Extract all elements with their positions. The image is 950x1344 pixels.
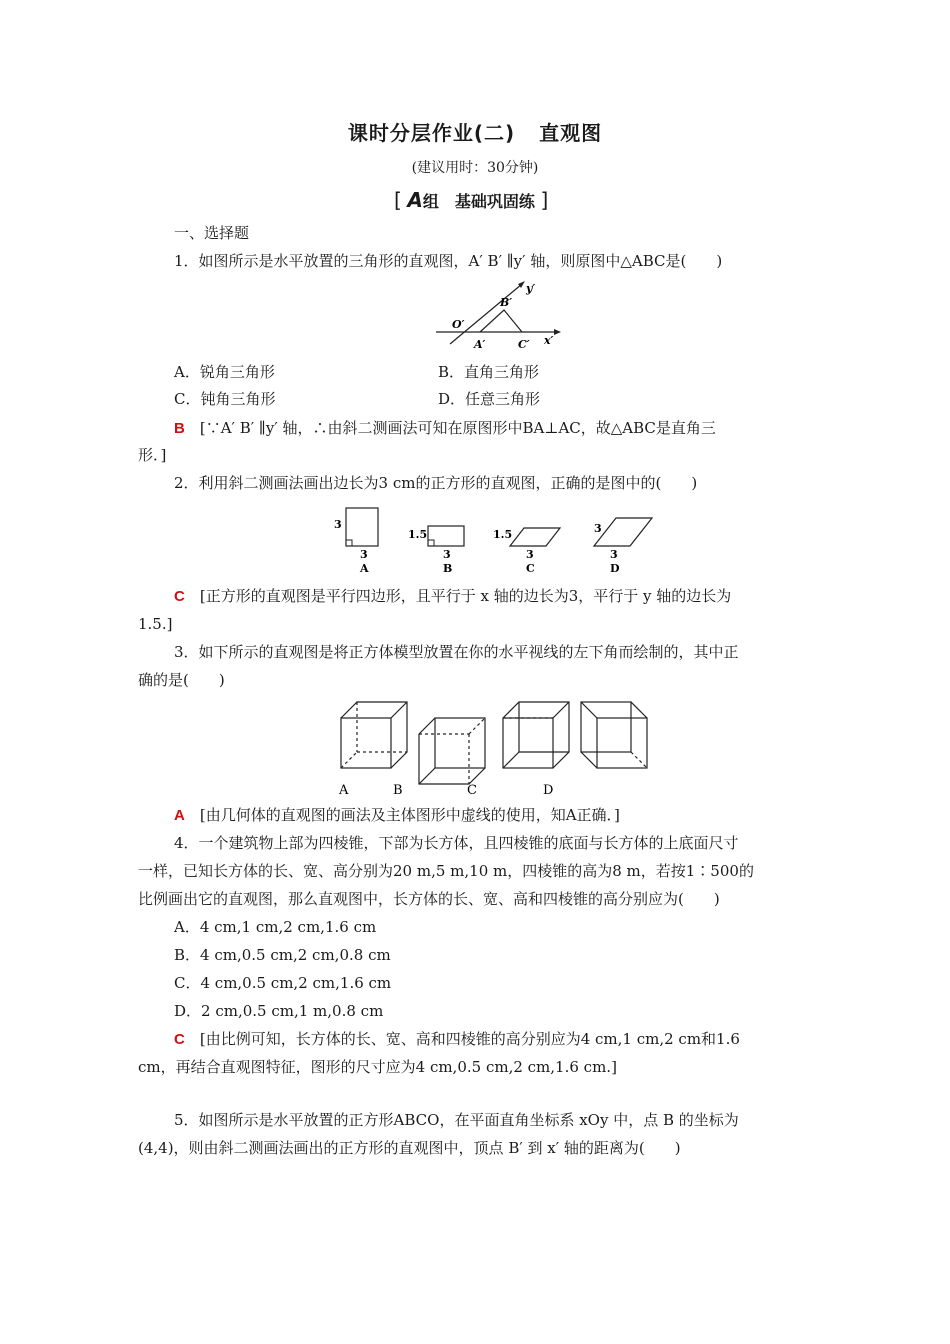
- group-letter: A: [407, 188, 423, 212]
- figure-a-bottom: 3: [360, 548, 368, 561]
- q4-option-c: C．4 cm,0.5 cm,2 cm,1.6 cm: [174, 974, 392, 992]
- title-main: 课时分层作业(二): [347, 121, 516, 145]
- label-o: O′: [452, 318, 465, 331]
- q3-stem-2: 确的是( ): [138, 671, 225, 689]
- q4-explanation: [由比例可知，长方体的长、宽、高和四棱锥的高分别应为4 cm,1 cm,2 cm和1.6: [199, 1030, 740, 1048]
- label-a: A′: [474, 338, 486, 351]
- figure-c-bottom: 3: [526, 548, 534, 561]
- q1-answer: B: [174, 420, 185, 437]
- q5-stem: 5．如图所示是水平放置的正方形ABCO，在平面直角坐标系 xOy 中，点 B 的坐标为: [174, 1111, 739, 1129]
- cube-a-front: [341, 718, 391, 768]
- q4-answer: C: [174, 1031, 185, 1048]
- q4-option-b: B．4 cm,0.5 cm,2 cm,0.8 cm: [174, 946, 391, 964]
- q3-explanation: [由几何体的直观图的画法及主体图形中虚线的使用，知A正确．]: [199, 806, 620, 824]
- cube-c-edge: [553, 702, 569, 718]
- q4-option-a: A．4 cm,1 cm,2 cm,1.6 cm: [174, 918, 377, 936]
- q4-explanation-2: cm，再结合直观图特征，图形的尺寸应为4 cm,0.5 cm,2 cm,1.6 cm.]: [138, 1058, 617, 1076]
- cube-d-hidden-1: [631, 752, 647, 768]
- q1-explanation-2: 形．]: [138, 446, 167, 464]
- cube-d-edge-2: [631, 702, 647, 718]
- label-c: C′: [518, 338, 530, 351]
- label-x: x′: [544, 334, 554, 347]
- q1-option-c: C．钝角三角形: [174, 390, 276, 408]
- q2-explanation: [正方形的直观图是平行四边形，且平行于 x 轴的边长为3，平行于 y 轴的边长为: [199, 587, 732, 605]
- figure-a-side: 3: [334, 518, 342, 531]
- cube-b-edge-1: [419, 718, 435, 734]
- q1-figure: [430, 278, 570, 354]
- figure-b-right-angle: [428, 540, 434, 546]
- cube-b-hidden-3: [469, 718, 485, 734]
- cube-d-edge-3: [581, 752, 597, 768]
- cube-b-back: [419, 734, 485, 784]
- q3-stem: 3．如下所示的直观图是将正方体模型放置在你的水平视线的左下角而绘制的，其中正: [174, 643, 739, 661]
- suggested-time: (建议用时：30分钟): [411, 160, 539, 176]
- q1-option-a: A．锐角三角形: [174, 363, 275, 381]
- group-bracket-close: ]: [540, 188, 549, 212]
- figure-b-caption: B: [443, 562, 453, 575]
- cube-c-edge-4: [503, 752, 519, 768]
- cube-b-edge-2: [419, 768, 435, 784]
- figure-a-caption: A: [360, 562, 369, 575]
- label-b: B′: [500, 296, 513, 309]
- cube-a-edge: [391, 702, 407, 718]
- q1-answer-line: [174, 418, 716, 439]
- section-heading: 一、选择题: [174, 224, 250, 242]
- q2-answer: C: [174, 588, 185, 605]
- q4-answer-line: [174, 1029, 740, 1050]
- q1-option-d: D．任意三角形: [438, 390, 541, 408]
- group-bracket-open: [: [394, 188, 402, 212]
- q3-answer-line: [174, 805, 620, 826]
- figure-b-rectangle: [428, 526, 464, 546]
- q2-explanation-2: 1.5.]: [138, 615, 173, 633]
- q1-explanation: [∵A′ B′ ∥y′ 轴，∴由斜二测画法可知在原图形中BA⊥AC，故△ABC是直角三: [199, 419, 716, 437]
- cube-caption-a: A: [339, 783, 349, 798]
- q3-answer: A: [174, 807, 185, 824]
- q3-cubes: [335, 696, 655, 800]
- cube-d-edge-1: [581, 702, 597, 718]
- figure-b-side: 1.5: [408, 528, 428, 541]
- figure-d-parallelogram: [594, 518, 652, 546]
- page-title: [0, 123, 950, 143]
- cube-a-hidden-3: [341, 752, 357, 768]
- figure-b-bottom: 3: [443, 548, 451, 561]
- title-topic: 直观图: [539, 121, 603, 145]
- q4-stem-3: 比例画出它的直观图，那么直观图中，长方体的长、宽、高和四棱锥的高分别应为( ): [138, 890, 720, 908]
- cube-caption-b: B: [393, 783, 403, 798]
- q2-stem: 2．利用斜二测画法画出边长为3 cm的正方形的直观图，正确的是图中的( ): [174, 474, 698, 492]
- figure-c-parallelogram: [510, 528, 560, 546]
- q4-option-d: D．2 cm,0.5 cm,1 m,0.8 cm: [174, 1002, 384, 1020]
- figure-d-bottom: 3: [610, 548, 618, 561]
- figure-d-side: 3: [594, 522, 602, 535]
- q4-stem-2: 一样，已知长方体的长、宽、高分别为20 m,5 m,10 m，四棱锥的高为8 m，若按1∶500的: [138, 862, 754, 880]
- cube-caption-d: D: [543, 783, 554, 798]
- figure-c-side: 1.5: [493, 528, 513, 541]
- q5-stem-2: (4,4)，则由斜二测画法画出的正方形的直观图中，顶点 B′ 到 x′ 轴的距离为( ): [138, 1139, 681, 1157]
- y-axis: [450, 284, 522, 344]
- label-y: y′: [526, 282, 536, 295]
- x-axis-arrow: [554, 329, 561, 335]
- group-heading: [394, 189, 548, 213]
- group-label: 组 基础巩固练: [422, 192, 535, 211]
- q4-stem: 4．一个建筑物上部为四棱锥，下部为长方体，且四棱锥的底面与长方体的上底面尺寸: [174, 834, 739, 852]
- q1-option-b: B．直角三角形: [438, 363, 540, 381]
- cube-caption-c: C: [467, 783, 477, 798]
- figure-c-caption: C: [526, 562, 535, 575]
- q2-answer-line: [174, 586, 731, 607]
- figure-d-caption: D: [610, 562, 620, 575]
- q2-figures: [330, 504, 660, 576]
- q1-stem: 1．如图所示是水平放置的三角形的直观图，A′ B′ ∥y′ 轴，则原图中△ABC是( ): [174, 252, 723, 270]
- figure-a-right-angle: [346, 540, 352, 546]
